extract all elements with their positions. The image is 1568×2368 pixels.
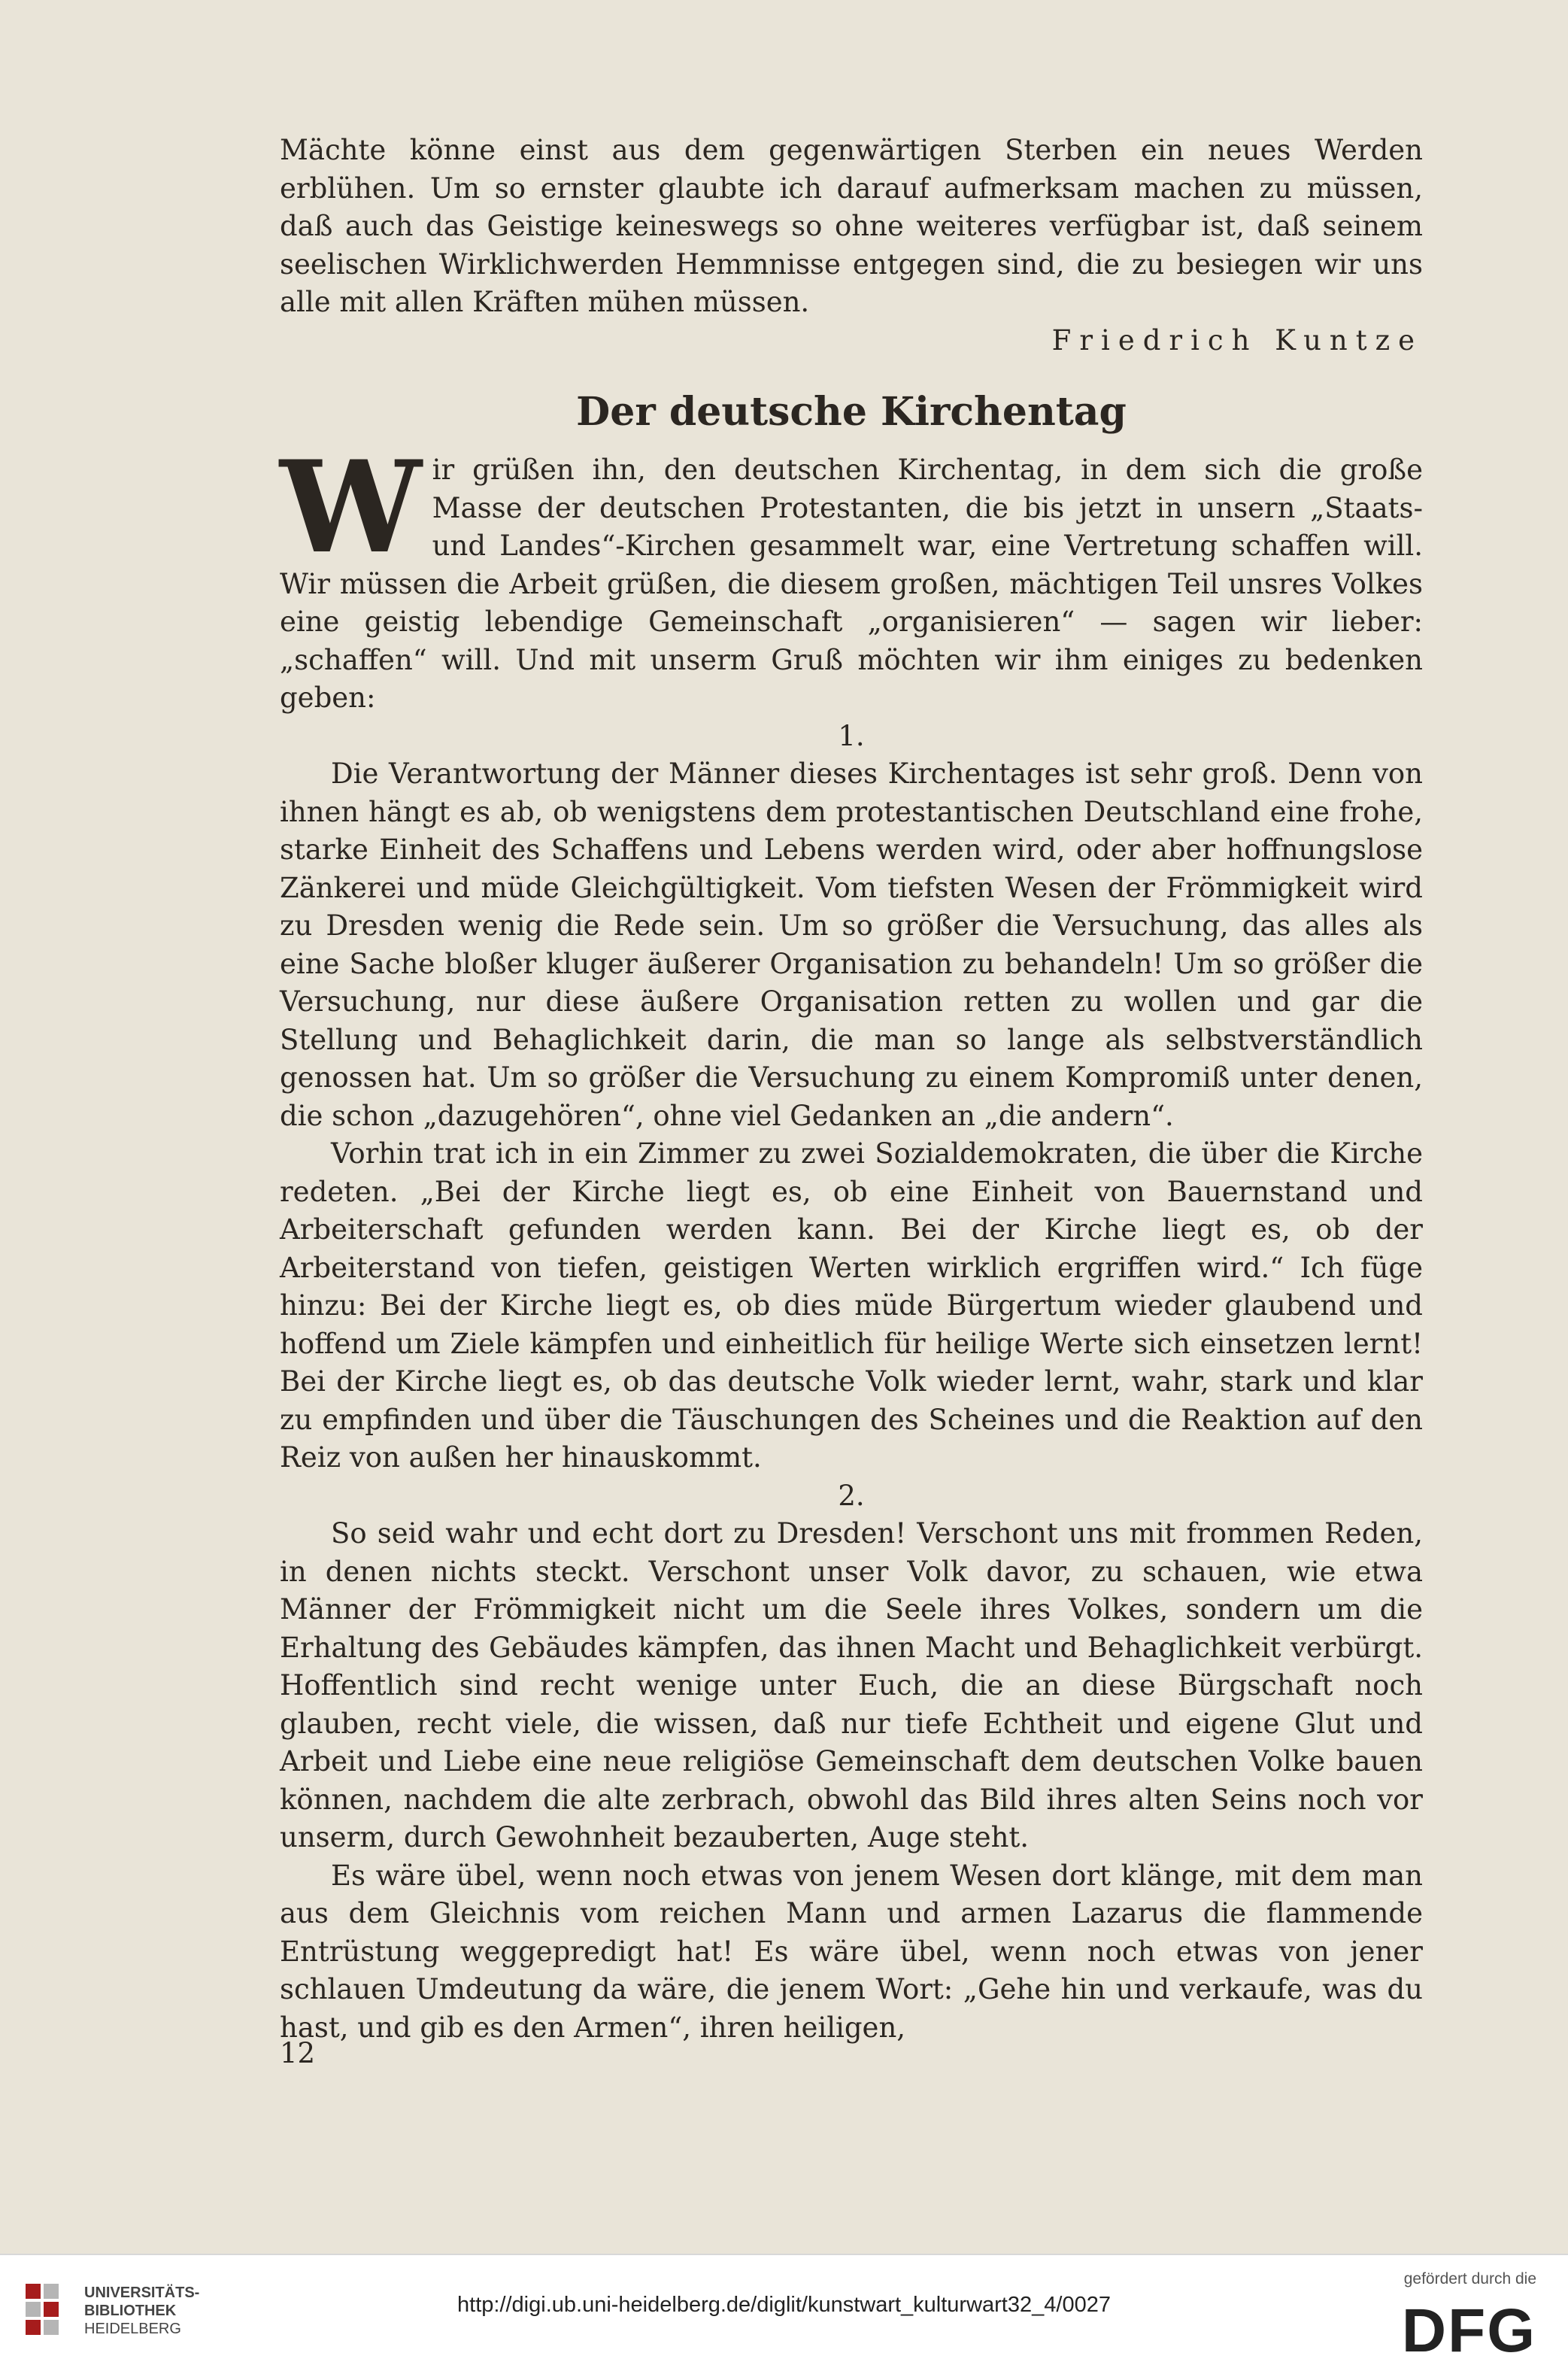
library-name-line3: HEIDELBERG bbox=[84, 2321, 181, 2337]
funding-label: gefördert durch die bbox=[1403, 2270, 1536, 2288]
signature-row bbox=[280, 322, 1423, 360]
library-name-line1: UNIVERSITÄTS- bbox=[84, 2285, 200, 2301]
dfg-logo: DFG bbox=[1401, 2297, 1536, 2365]
section-1-paragraph: Die Verantwortung der Männer dieses Kirchentages ist sehr groß. Denn von ihnen hängt es ab, ob wenigstens dem protestantischen Deutschland eine frohe, starke Einheit des Schaffens und Lebens werden wird, oder aber hoffnungslose Zänkerei und müde Gleichgültigkeit. Vom tiefsten Wesen der Frömmigkeit wird zu Dresden wenig die Rede sein. Um so größer die Versuchung, das alles als eine Sache bloßer kluger äußerer Organisation zu behandeln! Um so größer die Versuchung, nur diese äußere Organisation retten zu wollen und gar die Stellung und Behaglichkeit darin, die man so lange als selbstverständlich genossen hat. Um so größer die Versuchung zu einem Kompromiß unter denen, die schon „dazugehören“, ohne viel Gedanken an „die andern“. bbox=[280, 757, 1423, 1132]
dropcap-letter: W bbox=[280, 433, 422, 581]
library-name-line2: BIBLIOTHEK bbox=[84, 2303, 177, 2319]
section-2-paragraph: So seid wahr und echt dort zu Dresden! Verschont uns mit frommen Reden, in denen nichts steckt. Verschont unser Volk davor, zu schauen, wie etwa Männer der Frömmigkeit nicht um die Seele ihres Volkes, sondern um die Erhaltung des Gebäudes kämpfen, das ihnen Macht und Behaglichkeit verbürgt. Hoffentlich sind recht wenige unter Euch, die an diese Bürgschaft noch glauben, recht viele, die wissen, daß nur tiefe Echtheit und eigene Glut und Arbeit und Liebe eine neue religiöse Gemeinschaft dem deutschen Volke bauen können, nachdem die alte zerbrach, obwohl das Bild ihres alten Seins noch vor unserm, durch Gewohnheit bezauberten, Auge steht. bbox=[280, 1517, 1423, 1853]
intro-tail-paragraph: Mächte könne einst aus dem gegenwärtigen Sterben ein neues Werden erblühen. Um so ernster glaubte ich darauf aufmerksam machen zu müssen, daß auch das Geistige keineswegs so ohne weiteres verfügbar ist, daß seinem seelischen Wirklichwerden Hemmnisse entgegen sind, die zu besiegen wir uns alle mit allen Kräften mühen müssen. bbox=[280, 134, 1423, 318]
intro-paragraph-text: ir grüßen ihn, den deutschen Kirchentag, in dem sich die große Masse der deutschen Protestanten, die bis jetzt in unsern „Staats- und Landes“-Kirchen gesammelt war, eine Vertretung schaffen will. Wir müssen die Arbeit grüßen, die diesem großen, mächtigen Teil unsres Volkes eine geistig lebendige Gemeinschaft „organisieren“ — sagen wir lieber: „schaffen“ will. Und mit unserm Gruß möchten wir ihm einiges zu bedenken geben: bbox=[280, 454, 1423, 714]
section-number-2: 2. bbox=[838, 1479, 865, 1512]
footer-bar bbox=[0, 2254, 1568, 2368]
author-signature: Friedrich Kuntze bbox=[1051, 323, 1423, 357]
section-2-paragraph: Es wäre übel, wenn noch etwas von jenem Wesen dort klänge, mit dem man aus dem Gleichnis vom reichen Mann und armen Lazarus die flammende Entrüstung weggepredigt hat! Es wäre übel, wenn noch etwas von jener schlauen Umdeutung da wäre, die jenem Wort: „Gehe hin und verkaufe, was du hast, und gib es den Armen“, ihren heiligen, bbox=[280, 1859, 1423, 2044]
page-text bbox=[280, 132, 1423, 2047]
section-1-paragraph: Vorhin trat ich in ein Zimmer zu zwei Sozialdemokraten, die über die Kirche redeten. „Bei der Kirche liegt es, ob eine Einheit von Bauernstand und Arbeiterschaft gefunden werden kann. Bei der Kirche liegt es, ob der Arbeiterstand von tiefen, geistigen Werten wirklich ergriffen wird.“ Ich füge hinzu: Bei der Kirche liegt es, ob dies müde Bürgertum wieder glaubend und hoffend um Ziele kämpfen und einheitlich für heilige Werte sich einsetzen lernt! Bei der Kirche liegt es, ob das deutsche Volk wieder lernt, wahr, stark und klar zu empfinden und über die Täuschungen des Scheines und die Reaktion auf den Reiz von außen her hinauskommt. bbox=[280, 1137, 1423, 1474]
section-number-1: 1. bbox=[838, 719, 865, 752]
footer-divider bbox=[0, 2254, 1568, 2255]
page-number: 12 bbox=[280, 2037, 316, 2069]
permalink-link[interactable]: http://digi.ub.uni-heidelberg.de/diglit/kunstwart_kulturwart32_4/0027 bbox=[457, 2293, 1111, 2317]
article-title: Der deutsche Kirchentag bbox=[576, 389, 1127, 435]
intro-paragraph bbox=[280, 433, 1423, 718]
